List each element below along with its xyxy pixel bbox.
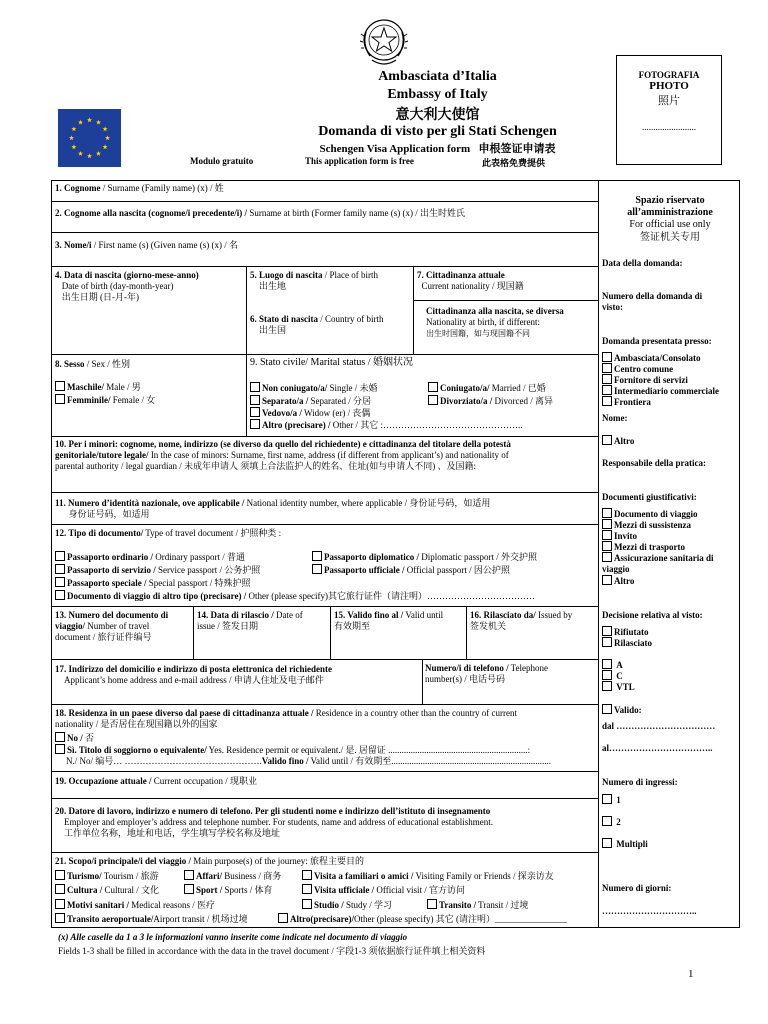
field-surname[interactable]: 1. Cognome / Surname (Family name) (x) / 姓 — [55, 183, 224, 193]
field-home-address[interactable]: 17. Indirizzo del domicilio e indirizzo di posta elettronica del richiedente Applicant’s home address and e-mail address / 申请人住址及电子邮件 — [55, 664, 333, 685]
checkbox-male-box[interactable] — [55, 381, 65, 391]
checkbox-female-box[interactable] — [55, 394, 65, 404]
field-employer[interactable]: 20. Datore di lavoro, indirizzo e numero di telefono. Per gli studenti nome e indirizzo dell’istituto di insegnamento Employer and employer’s address and telephone number. For students, name and address of educational establishment. 工作单位名称，地址和电话，学生填写学校名称及地址 — [55, 806, 493, 838]
side-lodged-at: Domanda presentata presso: — [602, 336, 712, 346]
side-check-insurance[interactable]: Assicurazione sanitaria di viaggio — [602, 553, 714, 574]
checkbox-official-visit[interactable]: Visita ufficiale / Official visit / 官方访问 — [302, 884, 465, 896]
side-check-service-provider[interactable]: Fornitore di servizi — [602, 374, 688, 386]
free-label-it: Modulo gratuito — [190, 156, 254, 166]
checkbox-airport-transit[interactable]: Transito aeroportuale/Airport transit / 机场过境 — [55, 913, 248, 925]
checkbox-tourism[interactable]: Turismo/ Tourism / 旅游 — [55, 870, 159, 882]
photo-dots: ........................ — [642, 122, 696, 132]
side-number-of-days: Numero di giorni: — [602, 883, 672, 893]
checkbox-residence-no[interactable]: No / 否 — [55, 732, 94, 744]
photo-box[interactable] — [616, 55, 722, 165]
side-check-docs-other[interactable]: Altro — [602, 575, 634, 587]
side-heading-it2: all’amministrazione — [627, 207, 713, 218]
field-first-name[interactable]: 3. Nome/i / First name (s) (Given name (s) (x) / 名 — [55, 240, 238, 250]
side-check-entries-2[interactable]: 2 — [602, 816, 621, 828]
form-subtitle: Schengen Visa Application form 申根签证申请表 — [319, 143, 556, 155]
side-check-border[interactable]: Frontiera — [602, 396, 651, 408]
field-national-id[interactable]: 11. Numero d’identità nazionale, ove applicabile / National identity number, where applicable / 身份证号码，如适用 身份证号码，如适用 — [55, 498, 491, 519]
checkbox-service-passport[interactable]: Passaporto di servizio / Service passport / 公务护照 — [55, 564, 260, 576]
checkbox-widow[interactable]: Vedovo/a / Widow (er) / 丧偶 — [250, 407, 370, 419]
side-date-of-application: Data della domanda: — [602, 258, 683, 268]
side-application-number: Numero della domanda di visto: — [602, 291, 703, 312]
form-title: Domanda di visto per gli Stati Schengen — [318, 124, 557, 139]
checkbox-business[interactable]: Affari/ Business / 商务 — [184, 870, 281, 882]
checkbox-marital-other[interactable]: Altro (precisare) / Other / 其它 :……………………………………….. — [250, 419, 522, 431]
field-sex: 8. Sesso / Sex / 性别 — [55, 359, 131, 369]
field-country-of-birth[interactable]: 6. Stato di nascita / Country of birth 出生国 — [250, 314, 384, 335]
checkbox-residence-yes[interactable]: Sì. Titolo di soggiorno o equivalente/ Yes. Residence permit or equivalent./ 是. 居留证 ..............................................................: — [55, 744, 530, 756]
field-nationality-at-birth[interactable]: Cittadinanza alla nascita, se diversa Nationality at birth, if different: 出生时国籍，如与现国籍不同 — [426, 306, 564, 338]
checkbox-female[interactable]: Femminile/ Female / 女 — [55, 394, 155, 406]
side-file-handled-by: Responsabile della pratica: — [602, 458, 707, 468]
field-date-of-issue[interactable]: 14. Data di rilascio / Date of issue / 签发日期 — [197, 610, 303, 631]
field-document-number[interactable]: 13. Numero del documento di viaggio/ Number of travel document / 旅行证件编号 — [55, 610, 169, 642]
side-number-of-entries: Numero di ingressi: — [602, 777, 678, 787]
side-supporting-documents: Documenti giustificativi: — [602, 492, 697, 502]
field-telephone[interactable]: Numero/i di telefono / Telephone number(s) / 电话号码 — [425, 663, 549, 684]
checkbox-special-passport[interactable]: Passaporto speciale / Special passport / 特殊护照 — [55, 577, 251, 589]
checkbox-separated[interactable]: Separato/a / Separated / 分居 — [250, 395, 371, 407]
field-minors-guardian[interactable]: 10. Per i minori: cognome, nome, indirizzo (se diverso da quello del richiedente) e cittadinanza del titolare della potestà genitoriale/tutore legale/ In the case of minors: Surname, first name, address (if different from applicant’s) and nationality of parental authority / legal guardian / 未成年申请人 须填上合法监护人的姓名、住址(如与申请人不同) 、及国籍: — [55, 439, 511, 471]
field-date-of-birth[interactable]: 4. Data di nascita (giorno-mese-anno) Date of birth (day-month-year) 出生日期 (日-月-年) — [55, 270, 199, 302]
field-issued-by[interactable]: 16. Rilasciato da/ Issued by 签发机关 — [470, 610, 573, 631]
italian-emblem-icon — [358, 14, 410, 70]
field-residence-permit-number[interactable]: N./ No/ 编号… ……………………………………….Valido fino / Valid until / 有效期至....................................................................... — [66, 756, 552, 766]
side-check-invitation[interactable]: Invito — [602, 530, 637, 542]
side-heading-en: For official use only — [629, 219, 711, 230]
checkbox-medical[interactable]: Motivi sanitari / Medical reasons / 医疗 — [55, 899, 215, 911]
free-label-en: This application form is free — [305, 156, 414, 166]
side-check-visa-a[interactable]: A — [602, 659, 623, 671]
field-residence-other-country: 18. Residenza in un paese diverso dal paese di cittadinanza attuale / Residence in a country other than the country of current nationality / 是否居住在现国籍以外的国家 — [55, 708, 517, 729]
field-surname-at-birth[interactable]: 2. Cognome alla nascita (cognome/i precedente/i) / Surname at birth (Former family name (s) (x) / 出生时姓氏 — [55, 208, 466, 218]
side-visa-decision: Decisione relativa al visto: — [602, 610, 703, 620]
checkbox-other-document[interactable]: Documento di viaggio di altro tipo (precisare) / Other (please specify)其它旅行证件（请注明）……………………………… — [55, 590, 535, 602]
side-check-visa-vtl[interactable]: VTL — [602, 681, 635, 693]
side-check-commercial-intermediary[interactable]: Intermediario commerciale — [602, 385, 719, 397]
checkbox-single[interactable]: Non coniugato/a/ Single / 未婚 — [250, 382, 378, 394]
embassy-name-english: Embassy of Italy — [387, 87, 488, 102]
field-valid-until[interactable]: 15. Valido fino al / Valid until 有效期至 — [334, 610, 444, 631]
side-check-embassy[interactable]: Ambasciata/Consolato — [602, 352, 701, 364]
side-days-dots[interactable]: ………………………….. — [602, 906, 697, 916]
side-check-issued[interactable]: Rilasciato — [602, 637, 652, 649]
checkbox-visiting-family[interactable]: Visita a familiari o amici / Visiting Family or Friends / 探亲访友 — [302, 870, 554, 882]
field-travel-document-type: 12. Tipo di documento/ Type of travel document / 护照种类 : — [55, 528, 282, 538]
free-label-cn: 此表格免费提供 — [482, 158, 546, 168]
footnote-english: Fields 1-3 shall be filled in accordance with the data in the travel document / 字段1-3 须依据旅行证件填上相关资料 — [58, 946, 486, 956]
checkbox-purpose-other[interactable]: Altro(precisare)/Other (please specify) 其它 (请注明）________________ — [278, 913, 567, 925]
embassy-name-italian: Ambasciata d’Italia — [378, 69, 497, 84]
checkbox-official-passport[interactable]: Passaporto ufficiale / Official passport / 因公护照 — [312, 564, 510, 576]
photo-label-cn: 照片 — [658, 95, 680, 107]
side-check-refused[interactable]: Rifiutato — [602, 626, 649, 638]
field-current-nationality[interactable]: 7. Cittadinanza attuale Current nationality / 现国籍 — [417, 270, 524, 291]
side-check-means-of-subsistence[interactable]: Mezzi di sussistenza — [602, 519, 691, 531]
field-place-of-birth[interactable]: 5. Luogo di nascita / Place of birth 出生地 — [250, 270, 379, 291]
checkbox-sports[interactable]: Sport / Sports / 体育 — [184, 884, 273, 896]
footnote-italian: (x) Alle caselle da 1 a 3 le informazioni vanno inserite come indicate nel documento di viaggio — [58, 932, 408, 942]
side-check-other[interactable]: Altro — [602, 435, 634, 447]
side-heading-cn: 签证机关专用 — [640, 232, 700, 243]
checkbox-transit[interactable]: Transito / Transit / 过境 — [427, 899, 528, 911]
photo-label-it: FOTOGRAFIA — [638, 70, 700, 80]
side-check-entries-1[interactable]: 1 — [602, 794, 621, 806]
eu-flag-icon — [58, 109, 121, 167]
side-check-means-of-transport[interactable]: Mezzi di trasporto — [602, 541, 685, 553]
photo-label-en: PHOTO — [649, 80, 689, 92]
checkbox-cultural[interactable]: Cultura / Cultural / 文化 — [55, 884, 159, 896]
checkbox-married[interactable]: Coniugato/a/ Married / 已婚 — [428, 382, 546, 394]
page-number: 1 — [688, 968, 694, 980]
checkbox-diplomatic-passport[interactable]: Passaporto diplomatico / Diplomatic passport / 外交护照 — [312, 551, 537, 563]
checkbox-ordinary-passport[interactable]: Passaporto ordinario / Ordinary passport / 普通 — [55, 551, 245, 563]
checkbox-male[interactable]: Maschile/ Male / 男 — [55, 381, 141, 393]
checkbox-study[interactable]: Studio / Study / 学习 — [302, 899, 392, 911]
side-check-travel-document[interactable]: Documento di viaggio — [602, 508, 698, 520]
checkbox-divorced[interactable]: Divorziato/a / Divorced / 离异 — [428, 395, 553, 407]
side-name: Nome: — [602, 413, 628, 423]
embassy-name-chinese: 意大利大使馆 — [395, 108, 480, 123]
side-valid-from[interactable]: dal …………………………… — [602, 721, 716, 731]
side-heading-it1: Spazio riservato — [635, 195, 705, 206]
side-check-visa-c[interactable]: C — [602, 670, 623, 682]
field-current-occupation[interactable]: 19. Occupazione attuale / Current occupation / 现职业 — [55, 776, 257, 786]
side-valid-to[interactable]: al…………………………….. — [602, 743, 713, 753]
side-check-entries-multiple[interactable]: Multipli — [602, 838, 648, 850]
side-check-common-centre[interactable]: Centro comune — [602, 363, 673, 375]
field-marital-status: 9. Stato civile/ Marital status / 婚姻状况 — [250, 357, 414, 368]
side-check-valid[interactable]: Valido: — [602, 704, 642, 716]
field-purpose-of-journey: 21. Scopo/i principale/i del viaggio / Main purpose(s) of the journey: 旅程主要目的 — [55, 856, 364, 866]
